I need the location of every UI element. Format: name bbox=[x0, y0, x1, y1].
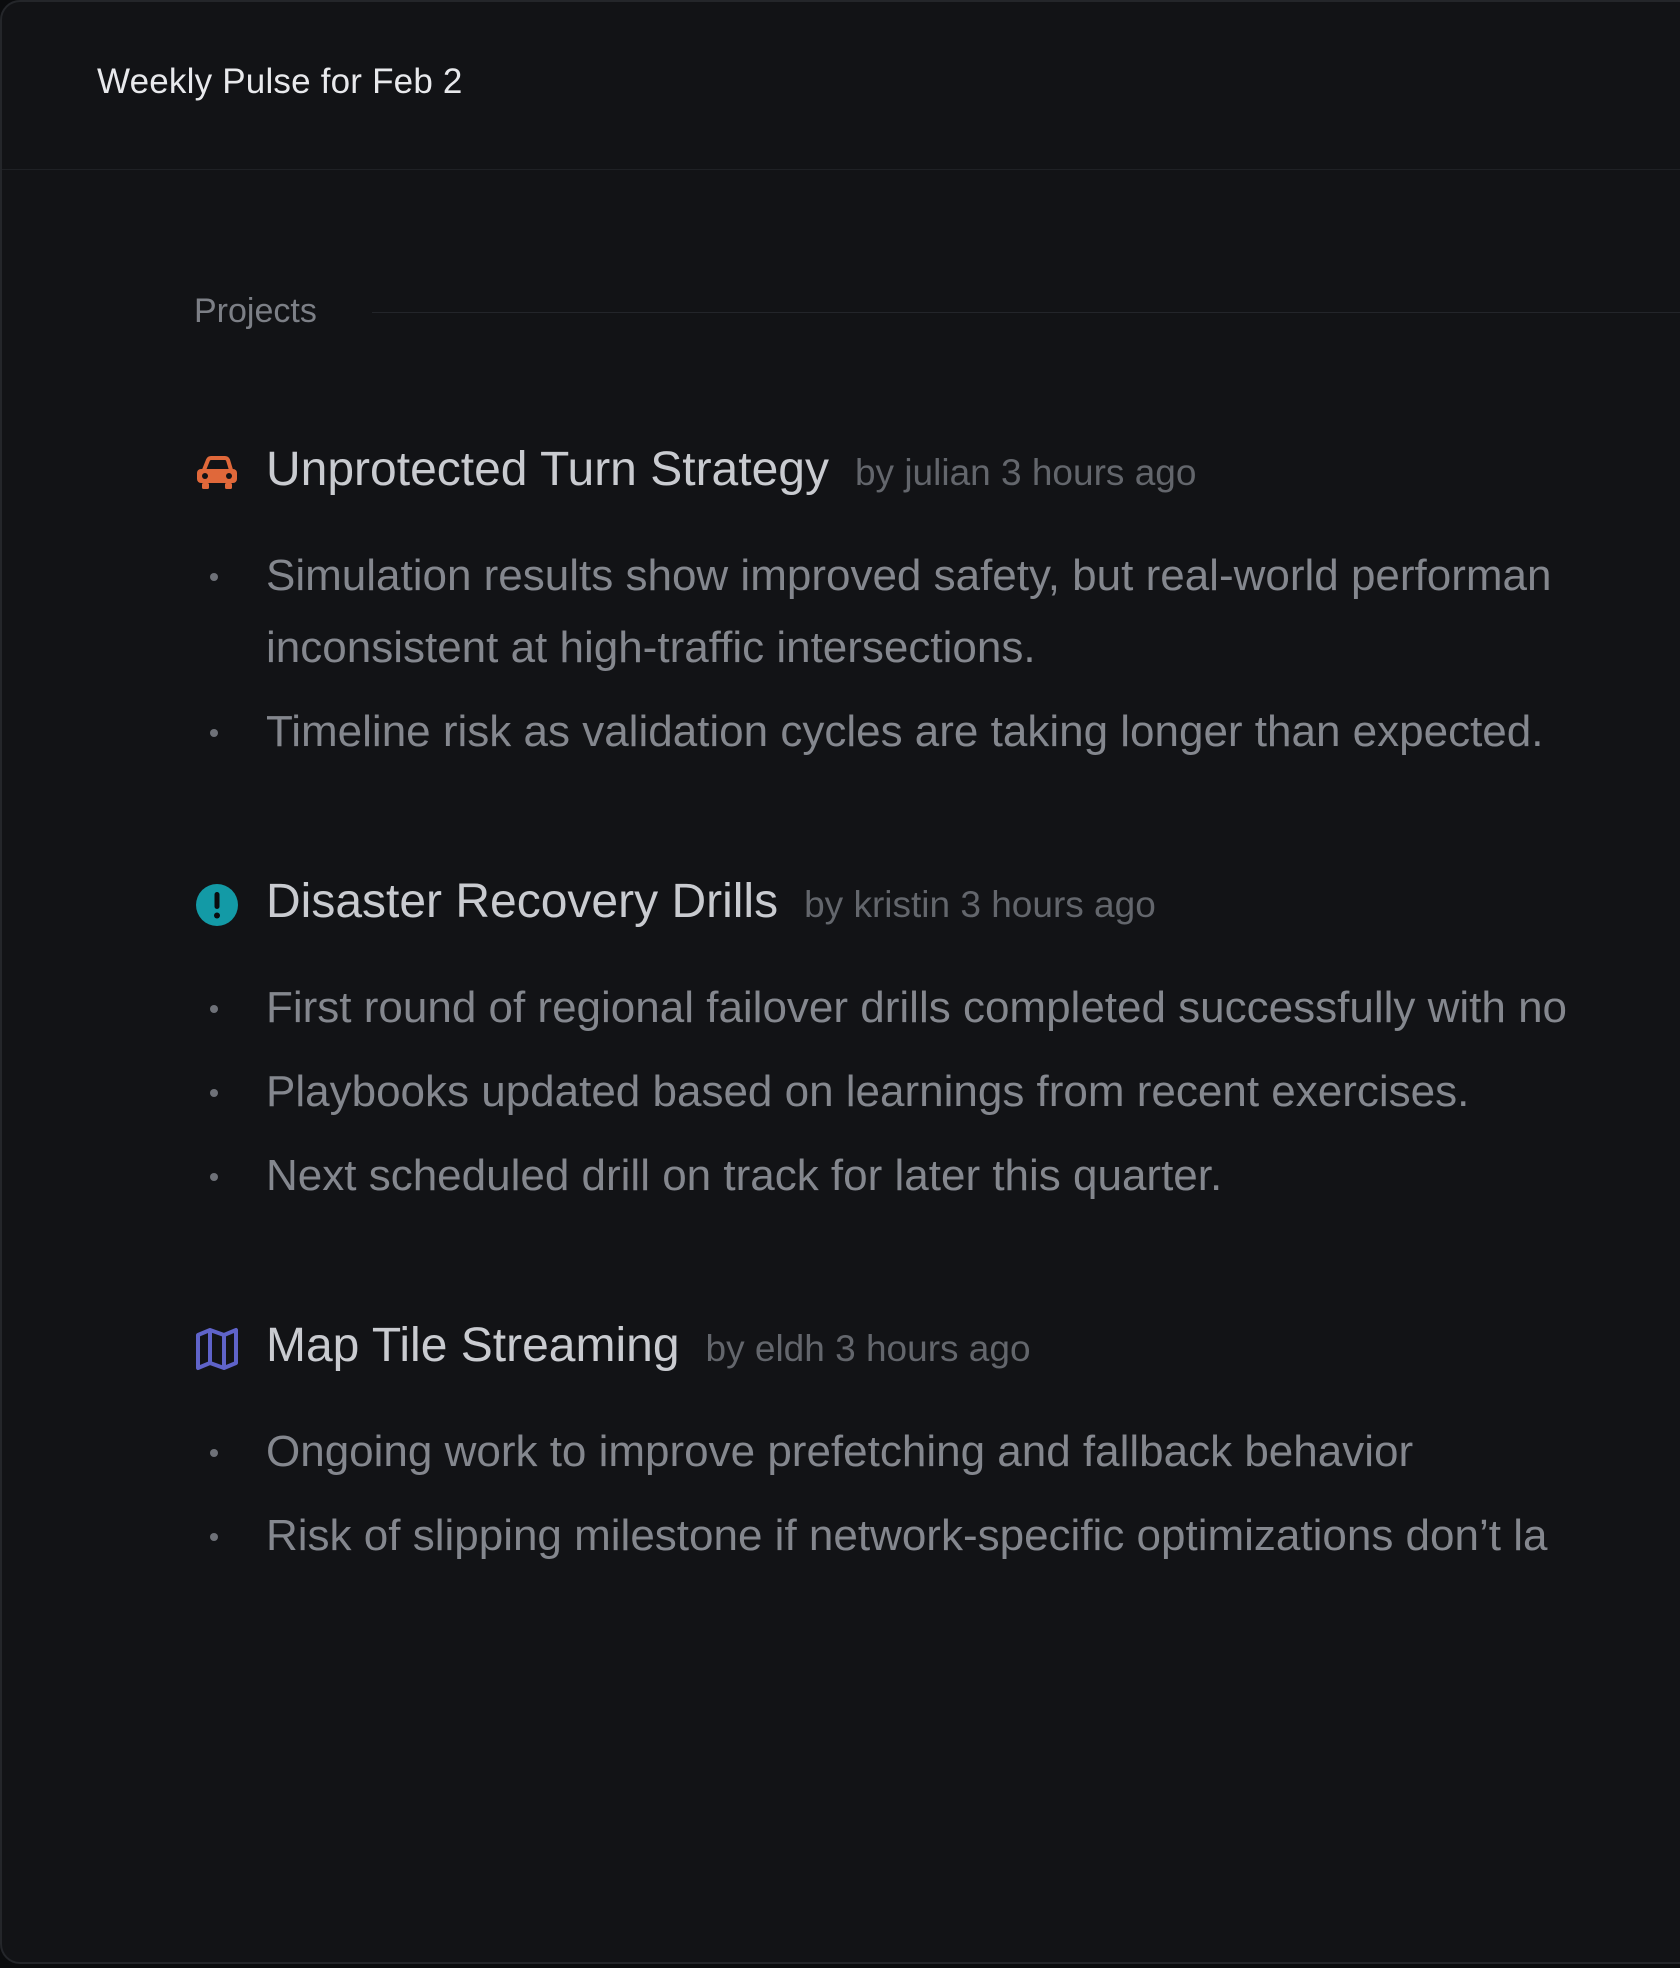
list-item-continuation bbox=[194, 612, 1680, 684]
projects-section-header bbox=[194, 292, 1680, 336]
project-item[interactable] bbox=[194, 874, 1680, 1224]
bullet-text: Playbooks updated based on learnings from recent exercises. bbox=[266, 1067, 1470, 1116]
project-item[interactable] bbox=[194, 1318, 1680, 1584]
section-label: Projects bbox=[194, 292, 317, 330]
bullet-dot bbox=[210, 729, 218, 737]
project-title[interactable]: Unprotected Turn Strategy bbox=[266, 443, 829, 496]
project-header[interactable] bbox=[194, 442, 1680, 502]
header bbox=[2, 2, 1680, 170]
map-icon bbox=[194, 1326, 240, 1372]
bullet-text: First round of regional failover drills completed successfully with no bbox=[266, 983, 1568, 1032]
project-header[interactable] bbox=[194, 874, 1680, 934]
bullet-dot bbox=[210, 1449, 218, 1457]
bullet-text: Risk of slipping milestone if network-specific optimizations don’t la bbox=[266, 1511, 1548, 1560]
bullet-text: Next scheduled drill on track for later this quarter. bbox=[266, 1151, 1223, 1200]
bullet-text: Ongoing work to improve prefetching and fallback behavior bbox=[266, 1427, 1414, 1476]
list-item bbox=[194, 1500, 1680, 1572]
bullet-dot bbox=[210, 1173, 218, 1181]
project-title[interactable]: Disaster Recovery Drills bbox=[266, 875, 779, 928]
project-item[interactable] bbox=[194, 442, 1680, 780]
project-meta: by eldh 3 hours ago bbox=[705, 1328, 1031, 1369]
bullet-list bbox=[194, 1416, 1680, 1572]
bullet-text: inconsistent at high-traffic intersections. bbox=[266, 623, 1036, 672]
bullet-list bbox=[194, 540, 1680, 768]
car-icon bbox=[194, 450, 240, 496]
bullet-text: Simulation results show improved safety, but real-world performan bbox=[266, 551, 1552, 600]
list-item bbox=[194, 972, 1680, 1044]
list-item bbox=[194, 696, 1680, 768]
bullet-dot bbox=[210, 1533, 218, 1541]
project-title[interactable]: Map Tile Streaming bbox=[266, 1319, 680, 1372]
bullet-text: Timeline risk as validation cycles are taking longer than expected. bbox=[266, 707, 1544, 756]
page-title: Weekly Pulse for Feb 2 bbox=[97, 62, 463, 101]
bullet-dot bbox=[210, 1005, 218, 1013]
project-meta: by kristin 3 hours ago bbox=[804, 884, 1156, 925]
bullet-dot bbox=[210, 573, 218, 581]
list-item bbox=[194, 1416, 1680, 1488]
project-header[interactable] bbox=[194, 1318, 1680, 1378]
list-item bbox=[194, 1140, 1680, 1212]
project-meta: by julian 3 hours ago bbox=[854, 452, 1197, 493]
bullet-dot bbox=[210, 1089, 218, 1097]
list-item bbox=[194, 540, 1680, 612]
bullet-list bbox=[194, 972, 1680, 1212]
list-item bbox=[194, 1056, 1680, 1128]
alert-circle-icon bbox=[194, 882, 240, 928]
section-divider bbox=[372, 312, 1680, 313]
